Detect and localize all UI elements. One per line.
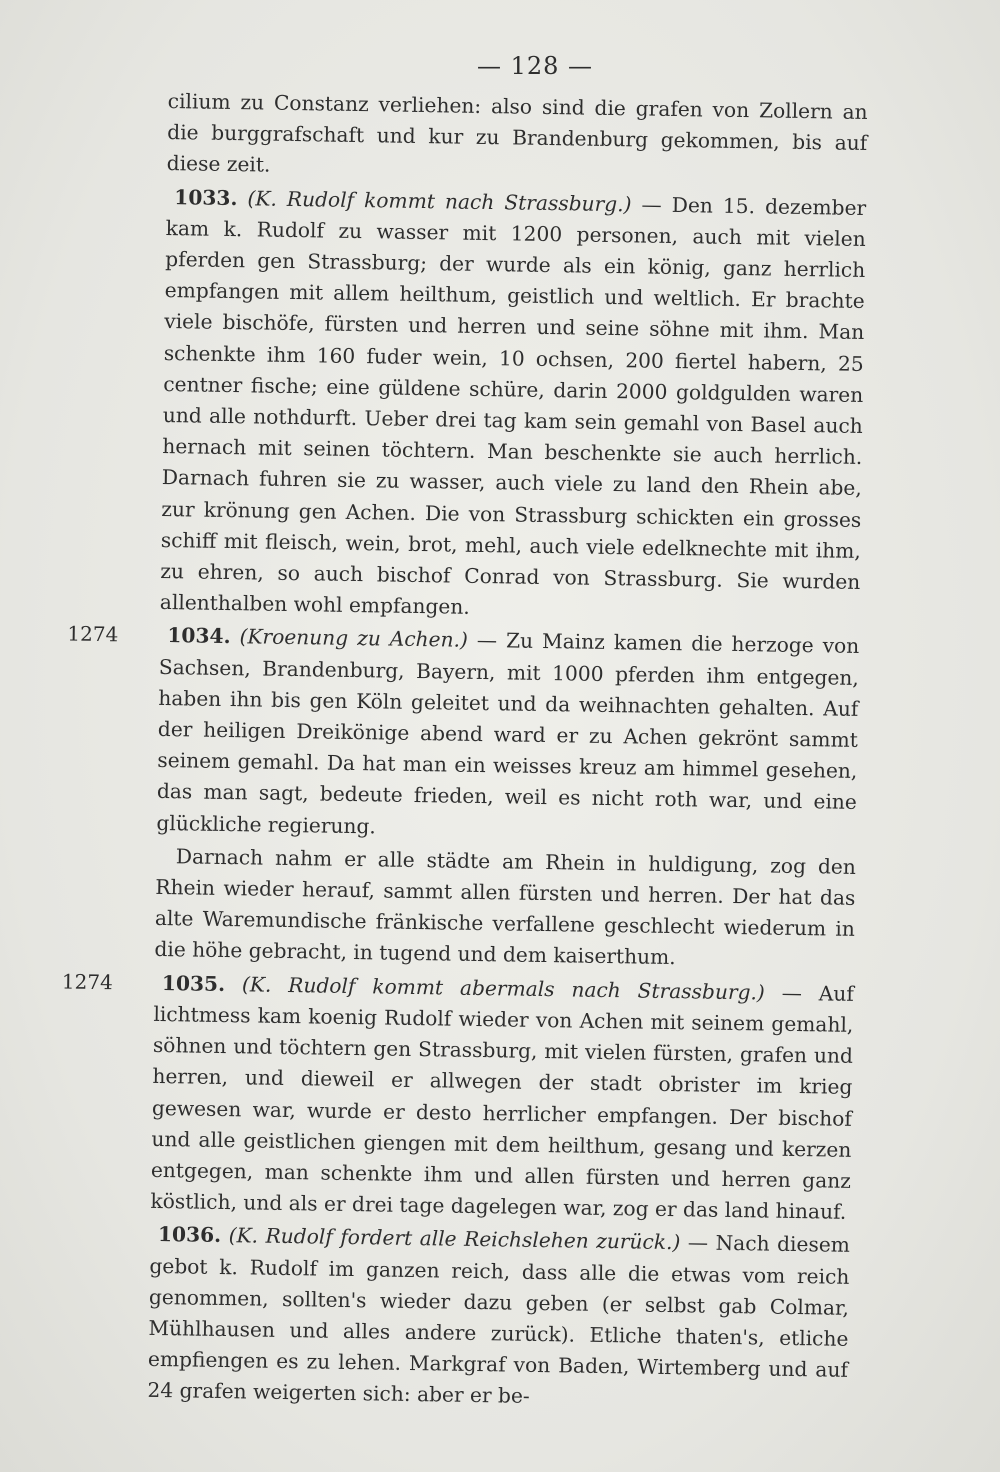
- entry-number: 1034.: [167, 623, 231, 649]
- entry-1033: [160, 182, 867, 630]
- entry-1035: [61, 968, 855, 1229]
- entry-number: 1035.: [161, 970, 226, 996]
- entry-text: — Nach diesem gebot k. Rudolf im ganzen reich, dass alle die etwas vom reich genommen, sollten's wieder dazu geben (er selbst gab Colmar, Mühlhausen und alles andere zurück). Etliche thaten's, etliche empfiengen es zu lehen. Markgraf von Baden, Wirtemberg und auf 24 grafen weigerten sich: aber er be-: [147, 1230, 851, 1409]
- entry-number: 1033.: [174, 184, 238, 210]
- entry-title: (K. Rudolf kommt abermals nach Strassburg.): [241, 971, 765, 1005]
- entry-title: (K. Rudolf fordert alle Reichslehen zurück.): [228, 1223, 681, 1255]
- entry-1034: [67, 620, 860, 849]
- paragraph-continuation: Darnach nahm er alle städte am Rhein in huldigung, zog den Rhein wieder herauf, sammt allen fürsten und herren. Der hat das alte Waremundische fränkische verfallene geschlecht wiederum in die höhe gebracht, in tugend und dem kaiserthum.: [154, 844, 857, 970]
- margin-year: 1274: [61, 969, 114, 994]
- margin-year: 1274: [67, 621, 119, 647]
- page-number: — 128 —: [476, 52, 594, 80]
- entry-text: — Auf lichtmess kam koenig Rudolf wieder von Achen mit seinem gemahl, söhnen und töchtern gen Strassburg, mit vielen fürsten, grafen und herren, und dieweil er allwegen der stadt obrister im krieg gewesen war, wurde er desto herrlicher empfangen. Der bischof und alle geistlichen giengen mit dem heilthum, gesang und kerzen entgegen, man schenkte ihm und allen fürsten und herren ganz köstlich, und als er drei tage dagelegen war, zog er das land hinauf.: [150, 980, 855, 1224]
- entry-title: (K. Rudolf kommt nach Strassburg.): [247, 185, 632, 216]
- paragraph-continuation: cilium zu Constanz verliehen: also sind die grafen von Zollern an die burggrafschaft und kur zu Brandenburg gekommen, bis auf diese zeit.: [166, 88, 868, 178]
- entry-text: — Zu Mainz kamen die herzoge von Sachsen, Brandenburg, Bayern, mit 1000 pferden ihm entgegen, haben ihn bis gen Köln geleitet und da weihnachten gehalten. Auf der heiligen Dreikönige abend ward er zu Achen gekrönt sammt seinem gemahl. Da hat man ein weisses kreuz am himmel gesehen, das man sagt, bedeute frieden, weil es nicht roth war, und eine glückliche regierung.: [156, 628, 860, 839]
- entry-1036: [147, 1219, 850, 1417]
- entry-text: — Den 15. dezember kam k. Rudolf zu wasser mit 1200 personen, auch mit vielen pferden gen Strassburg; der wurde als ein könig, ganz herrlich empfangen mit allem heilthum, geistlich und weltlich. Er brachte viele bischöfe, fürsten und herren und seine söhne mit ihm. Man schenkte ihm 160 fuder wein, 10 ochsen, 200 fiertel habern, 25 centner fische; eine güldene schüre, darin 2000 goldgulden waren und alle nothdurft. Ueber drei tag kam sein gemahl von Basel auch hernach mit seinen töchtern. Man beschenkte sie auch herrlich. Darnach fuhren sie zu wasser, auch viele zu land den Rhein abe, zur krönung gen Achen. Die von Strassburg schickten ein grosses schiff mit fleisch, wein, brot, mehl, auch viele edelknechte mit ihm, zu ehren, so auch bischof Conrad von Strassburg. Sie wurden allenthalben wohl empfangen.: [159, 192, 867, 620]
- body-text: [61, 86, 868, 1419]
- entry-title: (Kroenung zu Achen.): [239, 624, 469, 653]
- entry-number: 1036.: [157, 1222, 222, 1248]
